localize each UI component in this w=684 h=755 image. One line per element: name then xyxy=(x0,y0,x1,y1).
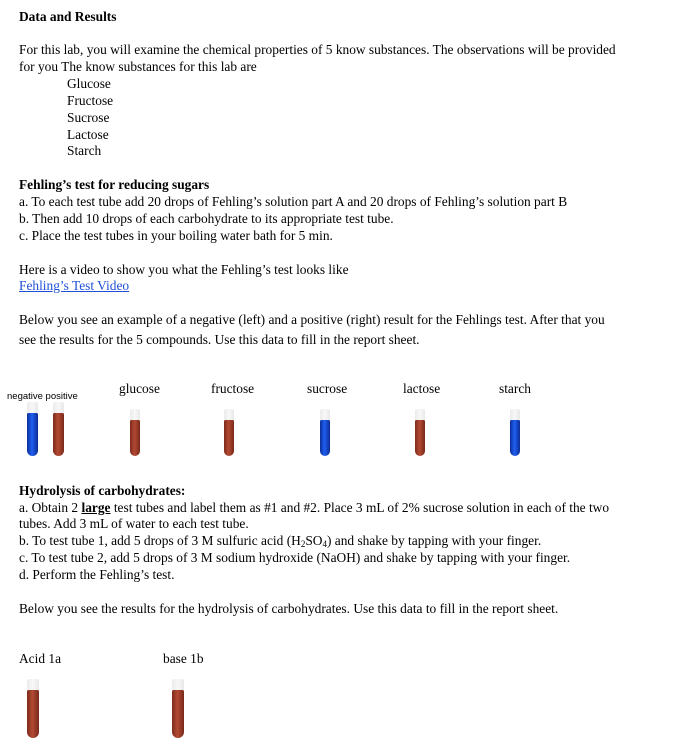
base-label: base 1b xyxy=(163,651,204,666)
emphasis-large: large xyxy=(81,500,111,515)
hydrolysis-heading: Hydrolysis of carbohydrates: xyxy=(19,483,186,498)
hydrolysis-step-b: b. To test tube 1, add 5 drops of 3 M sulfuric acid $(H_2SO_4)$ and shake by tapping with your finger. xyxy=(19,533,542,549)
acid-1a-tube xyxy=(27,690,39,738)
positive-control-tube xyxy=(53,413,64,456)
hydrolysis-results-line: Below you see the results for the hydrolysis of carbohydrates. Use this data to fill in the report sheet. xyxy=(19,601,559,616)
fehling-video-link[interactable]: Fehling’s Test Video xyxy=(19,278,130,293)
sucrose-tube xyxy=(320,420,330,456)
negative-control-tube xyxy=(27,413,38,456)
sample-label-sucrose: sucrose xyxy=(307,381,348,396)
video-intro: Here is a video to show you what the Fehling’s test looks like xyxy=(19,262,349,277)
hydrolysis-step-a-cont: tubes. Add 3 mL of water to each test tube. xyxy=(19,516,249,531)
sample-label-fructose: fructose xyxy=(211,381,255,396)
lactose-tube xyxy=(415,420,425,456)
sample-label-lactose: lactose xyxy=(403,381,441,396)
fehling-step-c: c. Place the test tubes in your boiling water bath for 5 min. xyxy=(19,228,333,243)
fructose-tube xyxy=(224,420,234,456)
list-item: Glucose xyxy=(67,76,111,91)
glucose-tube xyxy=(130,420,140,456)
example-line-1: Below you see an example of a negative (left) and a positive (right) result for the Fehlings test. After that you xyxy=(19,312,605,327)
acid-label: Acid 1a xyxy=(19,651,62,666)
hydrolysis-step-a: a. Obtain 2 large test tubes and label them as #1 and #2. Place 3 mL of 2% sucrose solution in each of the two xyxy=(19,500,610,515)
control-label: negative positive xyxy=(7,391,78,402)
base-1b-tube xyxy=(172,690,184,738)
fehling-step-a: a. To each test tube add 20 drops of Fehling’s solution part A and 20 drops of Fehling’s solution part B xyxy=(19,194,568,209)
example-line-2: see the results for the 5 compounds. Use this data to fill in the report sheet. xyxy=(19,332,420,347)
list-item: Starch xyxy=(67,143,102,158)
list-item: Lactose xyxy=(67,127,109,142)
list-item: Sucrose xyxy=(67,110,110,125)
sample-label-glucose: glucose xyxy=(119,381,160,396)
sample-label-starch: starch xyxy=(499,381,531,396)
hydrolysis-step-c: c. To test tube 2, add 5 drops of 3 M sodium hydroxide (NaOH) and shake by tapping with your finger. xyxy=(19,550,571,565)
section-title: Data and Results xyxy=(19,9,117,24)
fehling-step-b: b. Then add 10 drops of each carbohydrate to its appropriate test tube. xyxy=(19,211,394,226)
fehling-heading: Fehling’s test for reducing sugars xyxy=(19,177,210,192)
starch-tube xyxy=(510,420,520,456)
hydrolysis-step-d: d. Perform the Fehling’s test. xyxy=(19,567,175,582)
intro-line-1: For this lab, you will examine the chemical properties of 5 know substances. The observations will be provided xyxy=(19,42,616,57)
list-item: Fructose xyxy=(67,93,114,108)
intro-line-2: for you The know substances for this lab are xyxy=(19,59,257,74)
